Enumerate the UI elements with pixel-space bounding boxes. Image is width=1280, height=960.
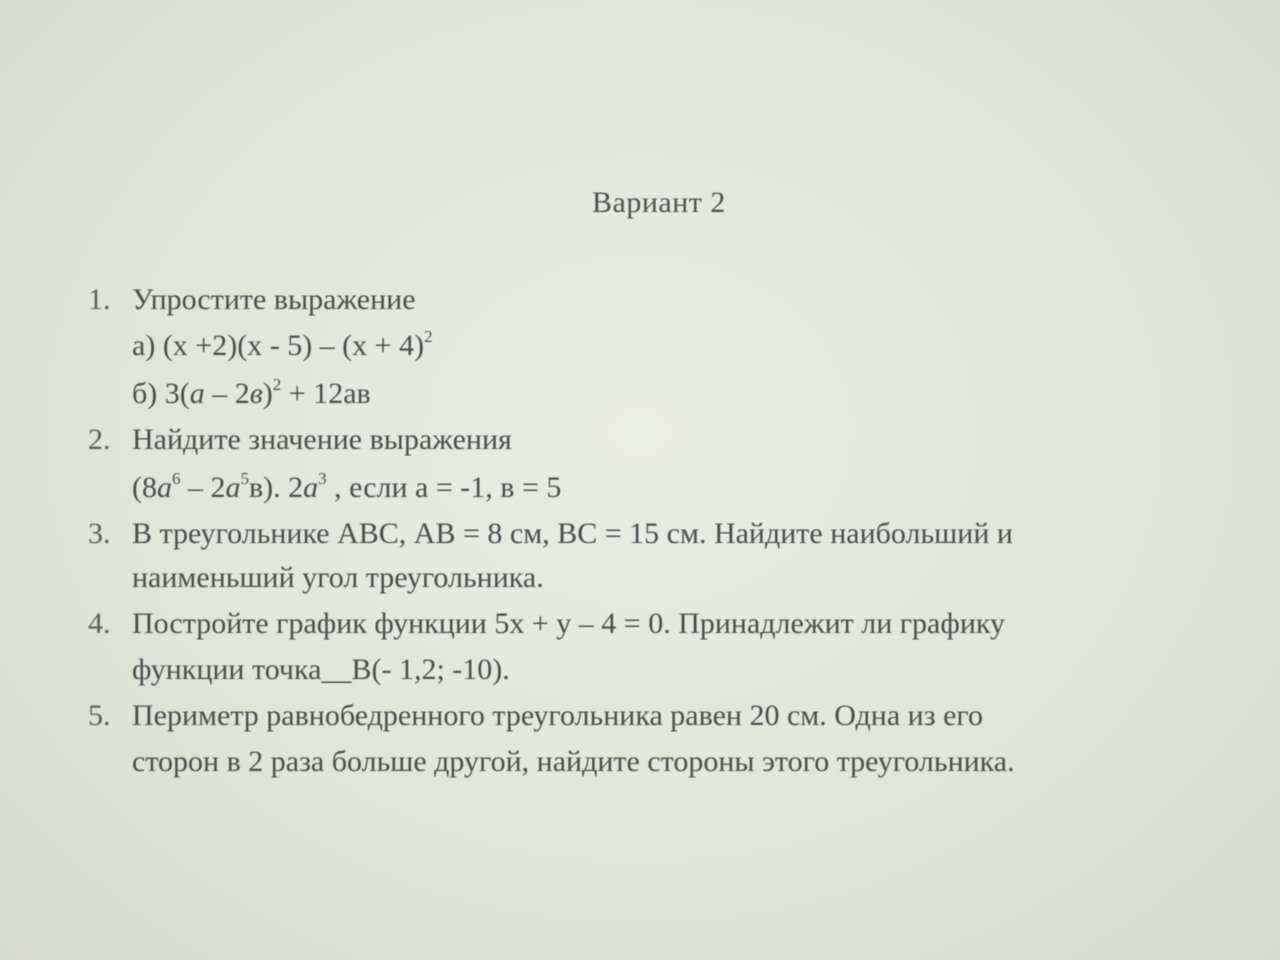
task-1b-expr-d: + 12ав	[281, 377, 371, 410]
task-1a-expr: (x +2)(x - 5) – (x + 4)	[162, 329, 425, 362]
task-1a-expression	[132, 328, 433, 364]
task-3-line-2: наименьший угол треугольника.	[132, 561, 544, 594]
task-2-number: 2.	[88, 423, 111, 456]
task-1b-label: б)	[132, 377, 158, 410]
task-5-line-2: сторон в 2 раза больше другой, найдите стороны этого треугольника.	[132, 745, 1015, 778]
task-4-number: 4.	[88, 607, 111, 640]
task-1-text: Упростите выражение	[132, 283, 416, 316]
task-1b-exponent: 2	[272, 375, 282, 394]
task-1b-expr-c: )	[262, 377, 273, 410]
task-1b-expr-a: 3(	[164, 377, 190, 410]
task-2-exp-2: 5	[240, 469, 249, 488]
task-2-condition: , если а = -1, в = 5	[326, 471, 562, 504]
task-2-var-1: a	[157, 471, 172, 504]
task-1b-var-b: в	[249, 377, 263, 410]
task-1b-var-a: a	[189, 377, 205, 410]
task-2-exp-3: 3	[318, 469, 327, 488]
task-5-line-1: Периметр равнобедренного треугольника равен 20 см. Одна из его	[132, 699, 983, 732]
task-1b-expression	[132, 376, 371, 412]
task-4-line-1: Постройте график функции 5x + y – 4 = 0. Принадлежит ли графику	[132, 607, 1006, 640]
task-2-exp-1: 6	[172, 469, 181, 488]
task-5-number: 5.	[88, 699, 111, 732]
task-2-expr-minus: – 2	[180, 471, 226, 504]
task-1-number: 1.	[88, 283, 111, 316]
task-2-expr-open: (8	[132, 471, 157, 504]
task-2-expression	[132, 470, 561, 506]
task-3-line-1: В треугольнике АВС, АВ = 8 см, ВС = 15 см. Найдите наибольший и	[132, 517, 1013, 550]
task-2-expr-tail: в). 2	[249, 471, 304, 504]
task-4-line-2: функции точка__В(- 1,2; -10).	[132, 653, 510, 686]
task-1a-label: а)	[132, 329, 156, 362]
task-2-var-2: a	[225, 471, 241, 504]
task-3-number: 3.	[88, 517, 111, 550]
task-1b-expr-b: – 2	[204, 377, 250, 410]
task-2-var-3: a	[303, 471, 319, 504]
task-1a-exponent: 2	[424, 327, 433, 346]
variant-title: Вариант 2	[592, 186, 726, 219]
task-2-text: Найдите значение выражения	[132, 423, 512, 456]
